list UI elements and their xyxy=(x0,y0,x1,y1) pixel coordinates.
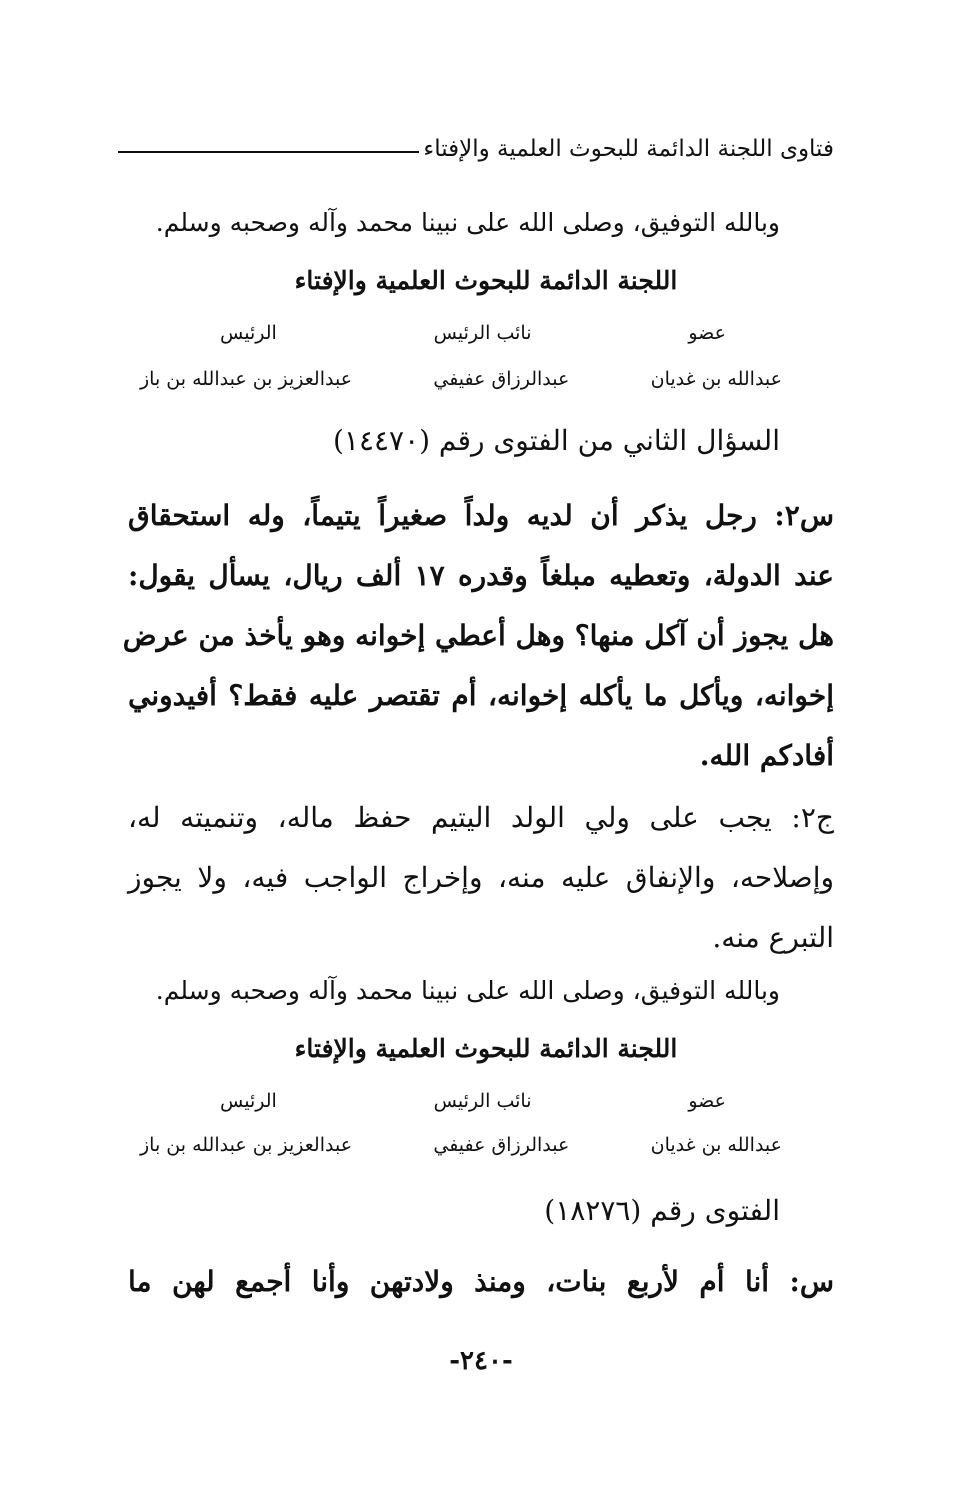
running-header-title: فتاوى اللجنة الدائمة للبحوث العلمية والإفتاء xyxy=(423,136,834,162)
committee-name: اللجنة الدائمة للبحوث العلمية والإفتاء xyxy=(294,1034,678,1063)
role-vice-president: نائب الرئيس xyxy=(433,1090,532,1112)
committee-name: اللجنة الدائمة للبحوث العلمية والإفتاء xyxy=(294,266,678,295)
signatory-roles xyxy=(140,1090,782,1112)
name-president: عبدالعزيز بن عبدالله بن باز xyxy=(140,1134,353,1156)
running-header xyxy=(118,128,834,162)
question-3 xyxy=(128,1252,834,1312)
question-2 xyxy=(122,486,834,786)
name-vice-president: عبدالرزاق عفيفي xyxy=(433,368,570,390)
signatory-names xyxy=(140,368,782,390)
closing-line: وبالله التوفيق، وصلى الله على نبينا محمد وآله وصحبه وسلم. xyxy=(155,976,780,1005)
question-2-line: إخوانه، ويأكل ما يأكله إخوانه، أم تقتصر عليه فقط؟ أفيدوني xyxy=(128,679,834,712)
role-member: عضو xyxy=(688,1090,726,1112)
question-2-line: أفادكم الله. xyxy=(699,739,834,772)
name-member: عبدالله بن غديان xyxy=(650,368,782,390)
question-2-line: هل يجوز أن آكل منها؟ وهل أعطي إخوانه وهو يأخذ من عرض xyxy=(122,619,834,652)
name-president: عبدالعزيز بن عبدالله بن باز xyxy=(140,368,353,390)
role-president: الرئيس xyxy=(220,1090,277,1112)
answer-2-line: التبرع منه. xyxy=(712,921,834,954)
role-member: عضو xyxy=(688,322,726,344)
fatwa-heading: الفتوى رقم (١٨٢٧٦) xyxy=(544,1194,780,1227)
answer-2-line: ج٢: يجب على ولي الولد اليتيم حفظ ماله، وتنميته له، xyxy=(128,801,834,834)
closing-line: وبالله التوفيق، وصلى الله على نبينا محمد وآله وصحبه وسلم. xyxy=(155,208,780,237)
header-rule xyxy=(118,151,419,153)
role-president: الرئيس xyxy=(220,322,277,344)
question-2-line: عند الدولة، وتعطيه مبلغاً وقدره ١٧ ألف ريال، يسأل يقول: xyxy=(128,559,834,592)
name-member: عبدالله بن غديان xyxy=(650,1134,782,1156)
question-2-line: س٢: رجل يذكر أن لديه ولداً صغيراً يتيماً، وله استحقاق xyxy=(128,499,834,532)
question-3-line: س: أنا أم لأربع بنات، ومنذ ولادتهن وأنا أجمع لهن ما xyxy=(128,1265,834,1298)
question-heading: السؤال الثاني من الفتوى رقم (١٤٤٧٠) xyxy=(332,424,780,457)
answer-2-line: وإصلاحه، والإنفاق عليه منه، وإخراج الواجب فيه، ولا يجوز xyxy=(128,861,834,894)
signatory-roles xyxy=(140,322,782,344)
role-vice-president: نائب الرئيس xyxy=(433,322,532,344)
answer-2 xyxy=(128,788,834,968)
signatory-names xyxy=(140,1134,782,1156)
name-vice-president: عبدالرزاق عفيفي xyxy=(433,1134,570,1156)
page-number: -٢٤٠- xyxy=(449,1346,513,1376)
